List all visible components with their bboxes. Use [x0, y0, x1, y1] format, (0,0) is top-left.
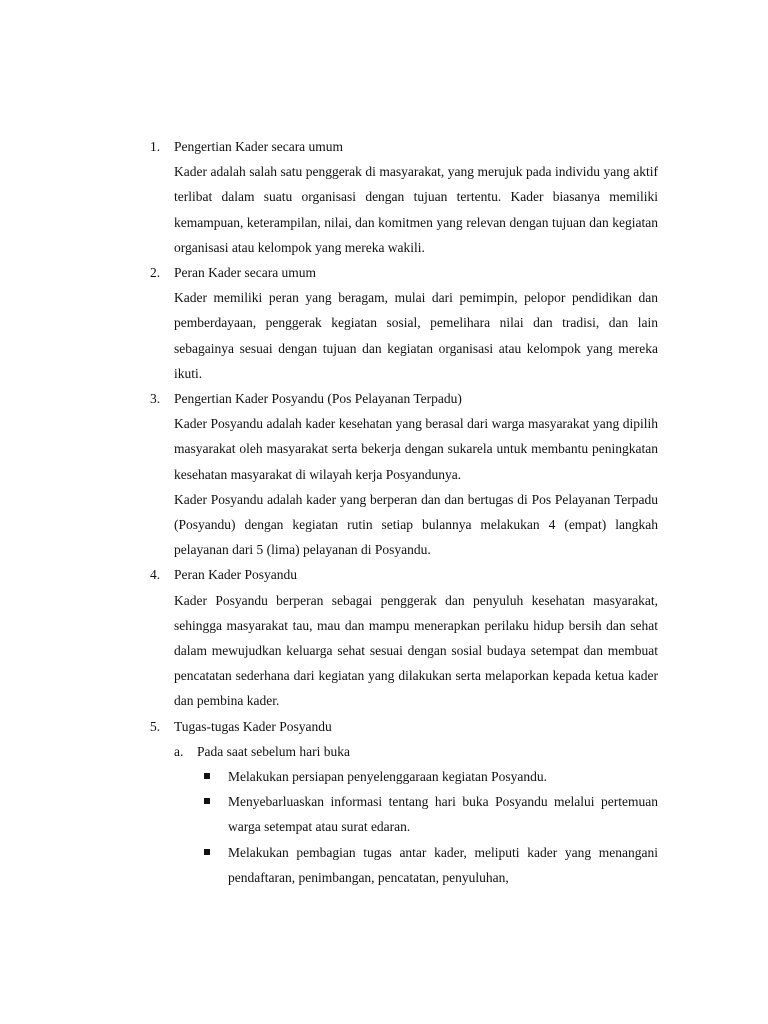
- section-3: [150, 386, 658, 562]
- bullet-item: [204, 789, 658, 839]
- section-2: [150, 260, 658, 386]
- square-bullet-icon: [204, 798, 210, 804]
- bullet-text: Melakukan persiapan penyelenggaraan kegiatan Posyandu.: [228, 769, 548, 785]
- bullet-text: Menyebarluaskan informasi tentang hari buka Posyandu melalui pertemuan warga setempat atau surat edaran.: [228, 794, 658, 835]
- section-title: Pengertian Kader Posyandu (Pos Pelayanan Terpadu): [174, 391, 462, 407]
- section-number: 5.: [150, 718, 161, 734]
- section-paragraph: Kader memiliki peran yang beragam, mulai dari pemimpin, pelopor pendidikan dan pemberdayaan, penggerak kegiatan sosial, pemelihara nilai dan tradisi, dan lain sebagainya sesuai dengan tujuan dan kegiatan organisasi atau kelompok yang mereka ikuti.: [174, 290, 658, 381]
- subsection-a: [174, 739, 658, 764]
- document-body: [150, 134, 658, 890]
- section-number: 4.: [150, 567, 161, 583]
- section-title: Peran Kader Posyandu: [174, 567, 297, 583]
- square-bullet-icon: [204, 849, 210, 855]
- section-title: Tugas-tugas Kader Posyandu: [174, 718, 332, 734]
- subsection-title: Pada saat sebelum hari buka: [197, 743, 350, 759]
- section-paragraph: Kader Posyandu berperan sebagai penggerak dan penyuluh kesehatan masyarakat, sehingga masyarakat tau, mau dan mampu menerapkan perilaku hidup bersih dan sehat dalam mewujudkan keluarga sehat sesuai dengan sosial budaya setempat dan membuat pencatatan sederhana dari kegiatan yang dilakukan serta melaporkan kepada ketua kader dan pembina kader.: [174, 592, 658, 709]
- section-title: Peran Kader secara umum: [174, 265, 317, 281]
- subsection-letter: a.: [174, 743, 184, 759]
- bullet-item: [204, 840, 658, 890]
- section-4: [150, 562, 658, 713]
- bullet-text: Melakukan pembagian tugas antar kader, meliputi kader yang menangani pendaftaran, penimbangan, pencatatan, penyuluhan,: [228, 844, 658, 885]
- section-5: [150, 714, 658, 890]
- bullet-item: [204, 764, 658, 789]
- section-paragraph: Kader Posyandu adalah kader kesehatan yang berasal dari warga masyarakat yang dipilih masyarakat oleh masyarakat serta bekerja dengan sukarela untuk membantu peningkatan kesehatan masyarakat di wilayah kerja Posyandunya.: [174, 416, 658, 482]
- section-1: [150, 134, 658, 260]
- section-number: 3.: [150, 391, 161, 407]
- section-title: Pengertian Kader secara umum: [174, 139, 344, 154]
- square-bullet-icon: [204, 773, 210, 779]
- section-paragraph: Kader adalah salah satu penggerak di masyarakat, yang merujuk pada individu yang aktif terlibat dalam suatu organisasi dengan tujuan tertentu. Kader biasanya memiliki kemampuan, keterampilan, nilai, dan komitmen yang relevan dengan tujuan dan kegiatan organisasi atau kelompok yang mereka wakili.: [174, 164, 658, 255]
- section-number: 1.: [150, 139, 161, 154]
- section-paragraph: Kader Posyandu adalah kader yang berperan dan dan bertugas di Pos Pelayanan Terpadu (Posyandu) dengan kegiatan rutin setiap bulannya melakukan 4 (empat) langkah pelayanan dari 5 (lima) pelayanan di Posyandu.: [174, 491, 658, 558]
- section-number: 2.: [150, 265, 161, 281]
